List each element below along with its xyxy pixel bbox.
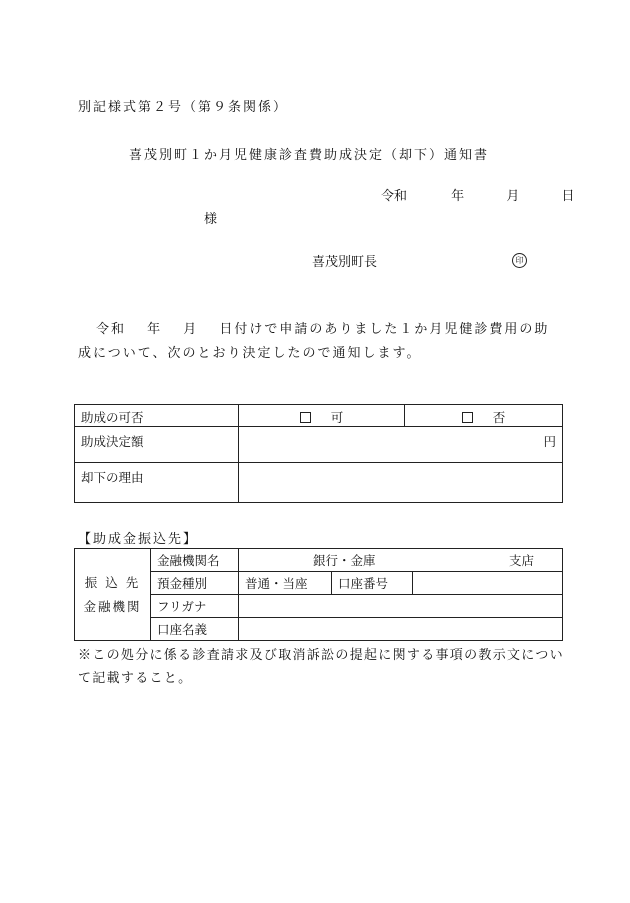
addressee-suffix: 様 — [204, 212, 218, 227]
deposit-type-options[interactable]: 普通・当座 — [239, 572, 332, 595]
branch-label: 支店 — [509, 553, 535, 568]
institution-label: 金融機関名 — [151, 549, 239, 572]
date-month: 月 — [506, 189, 520, 204]
approve-checkbox[interactable] — [300, 412, 311, 423]
account-number-field[interactable] — [413, 572, 563, 595]
bank-group-label — [75, 549, 151, 641]
approve-option[interactable] — [239, 405, 405, 427]
approve-text: 可 — [330, 410, 344, 425]
furigana-field[interactable] — [239, 595, 563, 618]
bank-types: 銀行・金庫 — [313, 553, 376, 568]
account-number-label: 口座番号 — [332, 572, 413, 595]
deny-checkbox[interactable] — [462, 412, 473, 423]
deny-option[interactable] — [405, 405, 563, 427]
date-line — [381, 185, 574, 204]
seal-mark — [512, 252, 527, 268]
deny-text: 否 — [492, 410, 506, 425]
bank-group-label-line1: 振 込 先 — [84, 574, 141, 590]
date-year: 年 — [451, 189, 465, 204]
deposit-type-label: 預金種別 — [151, 572, 239, 595]
furigana-label: フリガナ — [151, 595, 239, 618]
rejection-reason-field[interactable] — [239, 463, 563, 503]
account-name-field[interactable] — [239, 618, 563, 641]
page-title: 喜茂別町１か月児健康診査費助成決定（却下）通知書 — [129, 148, 490, 163]
issuer-name: 喜茂別町長 — [312, 255, 378, 270]
body-line-1: 令和 年 月 日付けで申請のありました１か月児健診費用の助 — [96, 322, 550, 337]
form-number: 別記様式第２号（第９条関係） — [78, 100, 289, 115]
currency-unit: 円 — [543, 434, 556, 449]
body-line-2: 成について、次のとおり決定したので通知します。 — [78, 346, 422, 361]
rejection-reason-label: 却下の理由 — [75, 463, 239, 503]
amount-field[interactable] — [239, 427, 563, 463]
date-era: 令和 — [381, 189, 408, 204]
account-name-label: 口座名義 — [151, 618, 239, 641]
bank-heading: 【助成金振込先】 — [78, 532, 199, 547]
note-line-2: て記載すること。 — [78, 671, 193, 686]
date-day: 日 — [561, 189, 575, 204]
seal-text: 印 — [512, 253, 527, 268]
bank-group-label-line2: 金融機関 — [83, 598, 142, 614]
approval-label: 助成の可否 — [75, 405, 239, 427]
bank-table — [74, 548, 563, 641]
institution-field[interactable] — [239, 549, 563, 572]
decision-table — [74, 404, 563, 503]
note-line-1: ※この処分に係る診査請求及び取消訴訟の提起に関する事項の教示文につい — [78, 648, 564, 663]
amount-label: 助成決定額 — [75, 427, 239, 463]
